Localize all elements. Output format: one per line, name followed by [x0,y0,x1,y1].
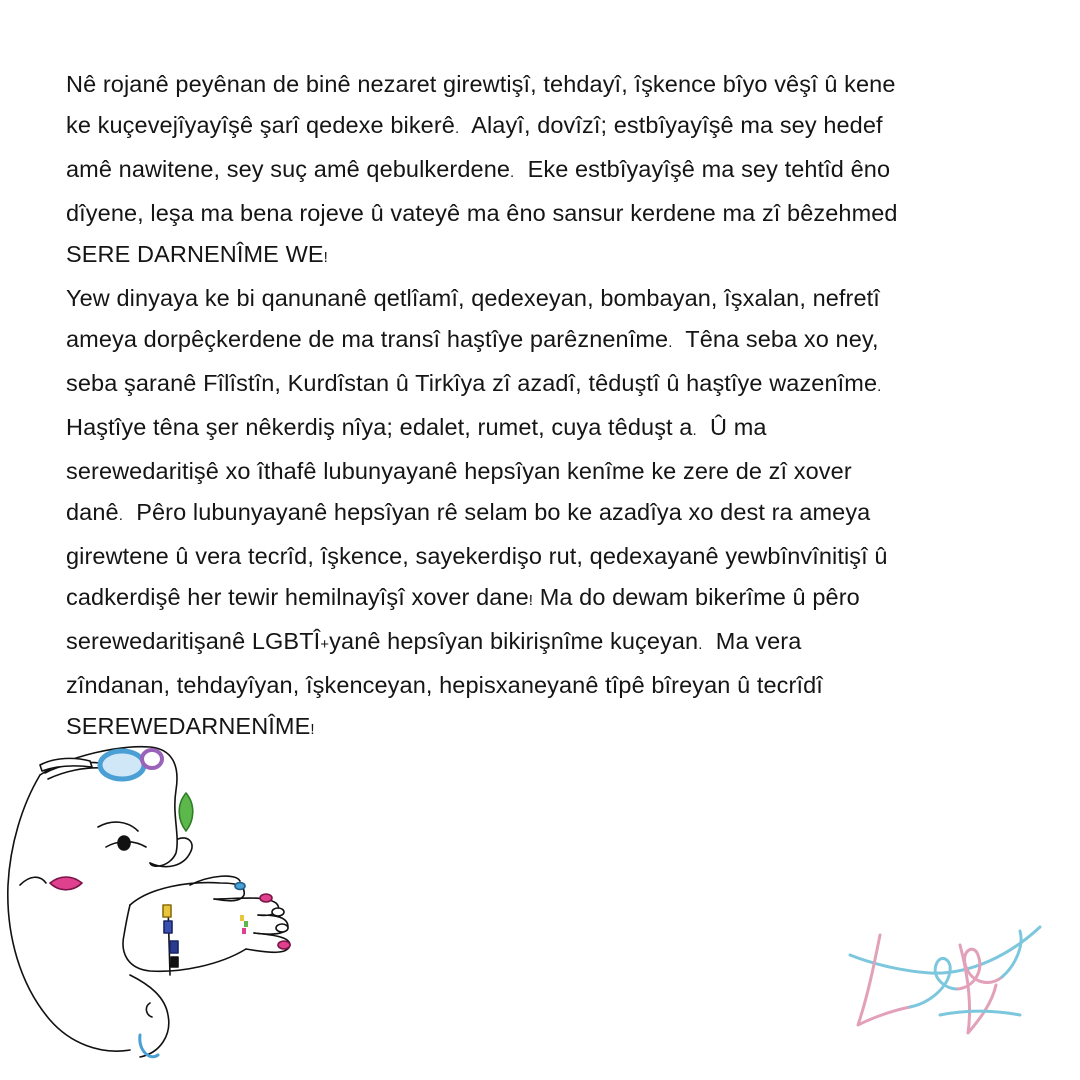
paragraph-1-line-5 [66,234,1026,278]
paragraph-2-line-4 [66,407,1026,451]
paragraph-2-line-5: serewedaritişê xo îthafê lubunyayanê hepsîyan kenîme ke zere de zî xover [66,458,852,484]
paragraph-1-line-3 [66,149,1026,193]
small-plus: + [320,636,330,653]
paragraph-2-line-3 [66,363,1026,407]
text-segment: Ma vera [702,628,802,654]
paragraph-2 [66,278,1026,750]
paragraph-1-line-1: Nê rojanê peyênan de binê nezaret girewtişî, tehdayî, îşkence bîyo vêşî û kene [66,71,896,97]
small-period: . [454,120,460,137]
small-exclamation: ! [323,249,328,266]
small-period: . [692,422,697,439]
paragraph-2-line-9 [66,621,1026,665]
paragraph-2-line-8 [66,577,1026,621]
text-segment: Eke estbîyayîşê ma sey tehtîd êno [514,156,891,182]
paragraph-1-line-2 [66,105,1026,149]
small-exclamation: ! [310,721,315,738]
small-exclamation: ! [528,592,534,609]
text-segment: serewedaritişanê LGBTÎ [66,628,321,654]
small-period: . [698,636,703,653]
text-segment: Pêro lubunyayanê hepsîyan rê selam bo ke azadîya xo dest ra ameya [122,499,871,525]
text-segment: SEREWEDARNENÎME [66,713,311,739]
text-segment: cadkerdişê her tewir hemilnayîşî xover dane [66,584,529,610]
text-segment: Têna seba xo ney, [672,326,879,352]
small-period: . [668,334,673,351]
paragraph-2-line-6 [66,492,1026,536]
statement-text [66,64,1026,750]
text-segment: ke kuçevejîyayîşê şarî qedexe bikerê [66,112,455,138]
text-segment: seba şaranê Fîlîstîn, Kurdîstan û Tirkîya zî azadî, têduştî û haştîye wazenîme [66,370,878,396]
text-segment: Haştîye têna şer nêkerdiş nîya; edalet, rumet, cuya têduşt a [66,414,693,440]
small-period: . [510,164,515,181]
paragraph-2-line-10: zîndanan, tehdayîyan, îşkenceyan, hepisxaneyanê tîpê bîreyan û tecrîdî [66,672,823,698]
text-segment: Û ma [696,414,767,440]
small-period: . [118,507,123,524]
paragraph-2-line-7: girewtene û vera tecrîd, îşkence, sayekerdişo rut, qedexayanê yewbînvînitişî û [66,543,888,569]
face-hand-illustration [0,735,310,1065]
text-segment: danê [66,499,119,525]
text-segment: Ma do dewam bikerîme û pêro [533,584,860,610]
text-segment: SERE DARNENÎME WE [66,241,324,267]
small-period: . [877,378,882,395]
paragraph-2-line-1: Yew dinyaya ke bi qanunanê qetlîamî, qedexeyan, bombayan, îşxalan, nefretî [66,285,880,311]
text-segment: Alayî, dovîzî; estbîyayîşê ma sey hedef [459,112,883,138]
text-segment: amê nawitene, sey suç amê qebulkerdene [66,156,511,182]
paragraph-1-line-4: dîyene, leşa ma bena rojeve û vateyê ma êno sansur kerdene ma zî bêzehmed [66,200,898,226]
text-segment: yanê hepsîyan bikirişnîme kuçeyan [329,628,699,654]
logo-mark [840,915,1055,1040]
paragraph-2-line-2 [66,319,1026,363]
paragraph-1 [66,64,1026,278]
text-segment: ameya dorpêçkerdene de ma transî haştîye parêznenîme [66,326,669,352]
